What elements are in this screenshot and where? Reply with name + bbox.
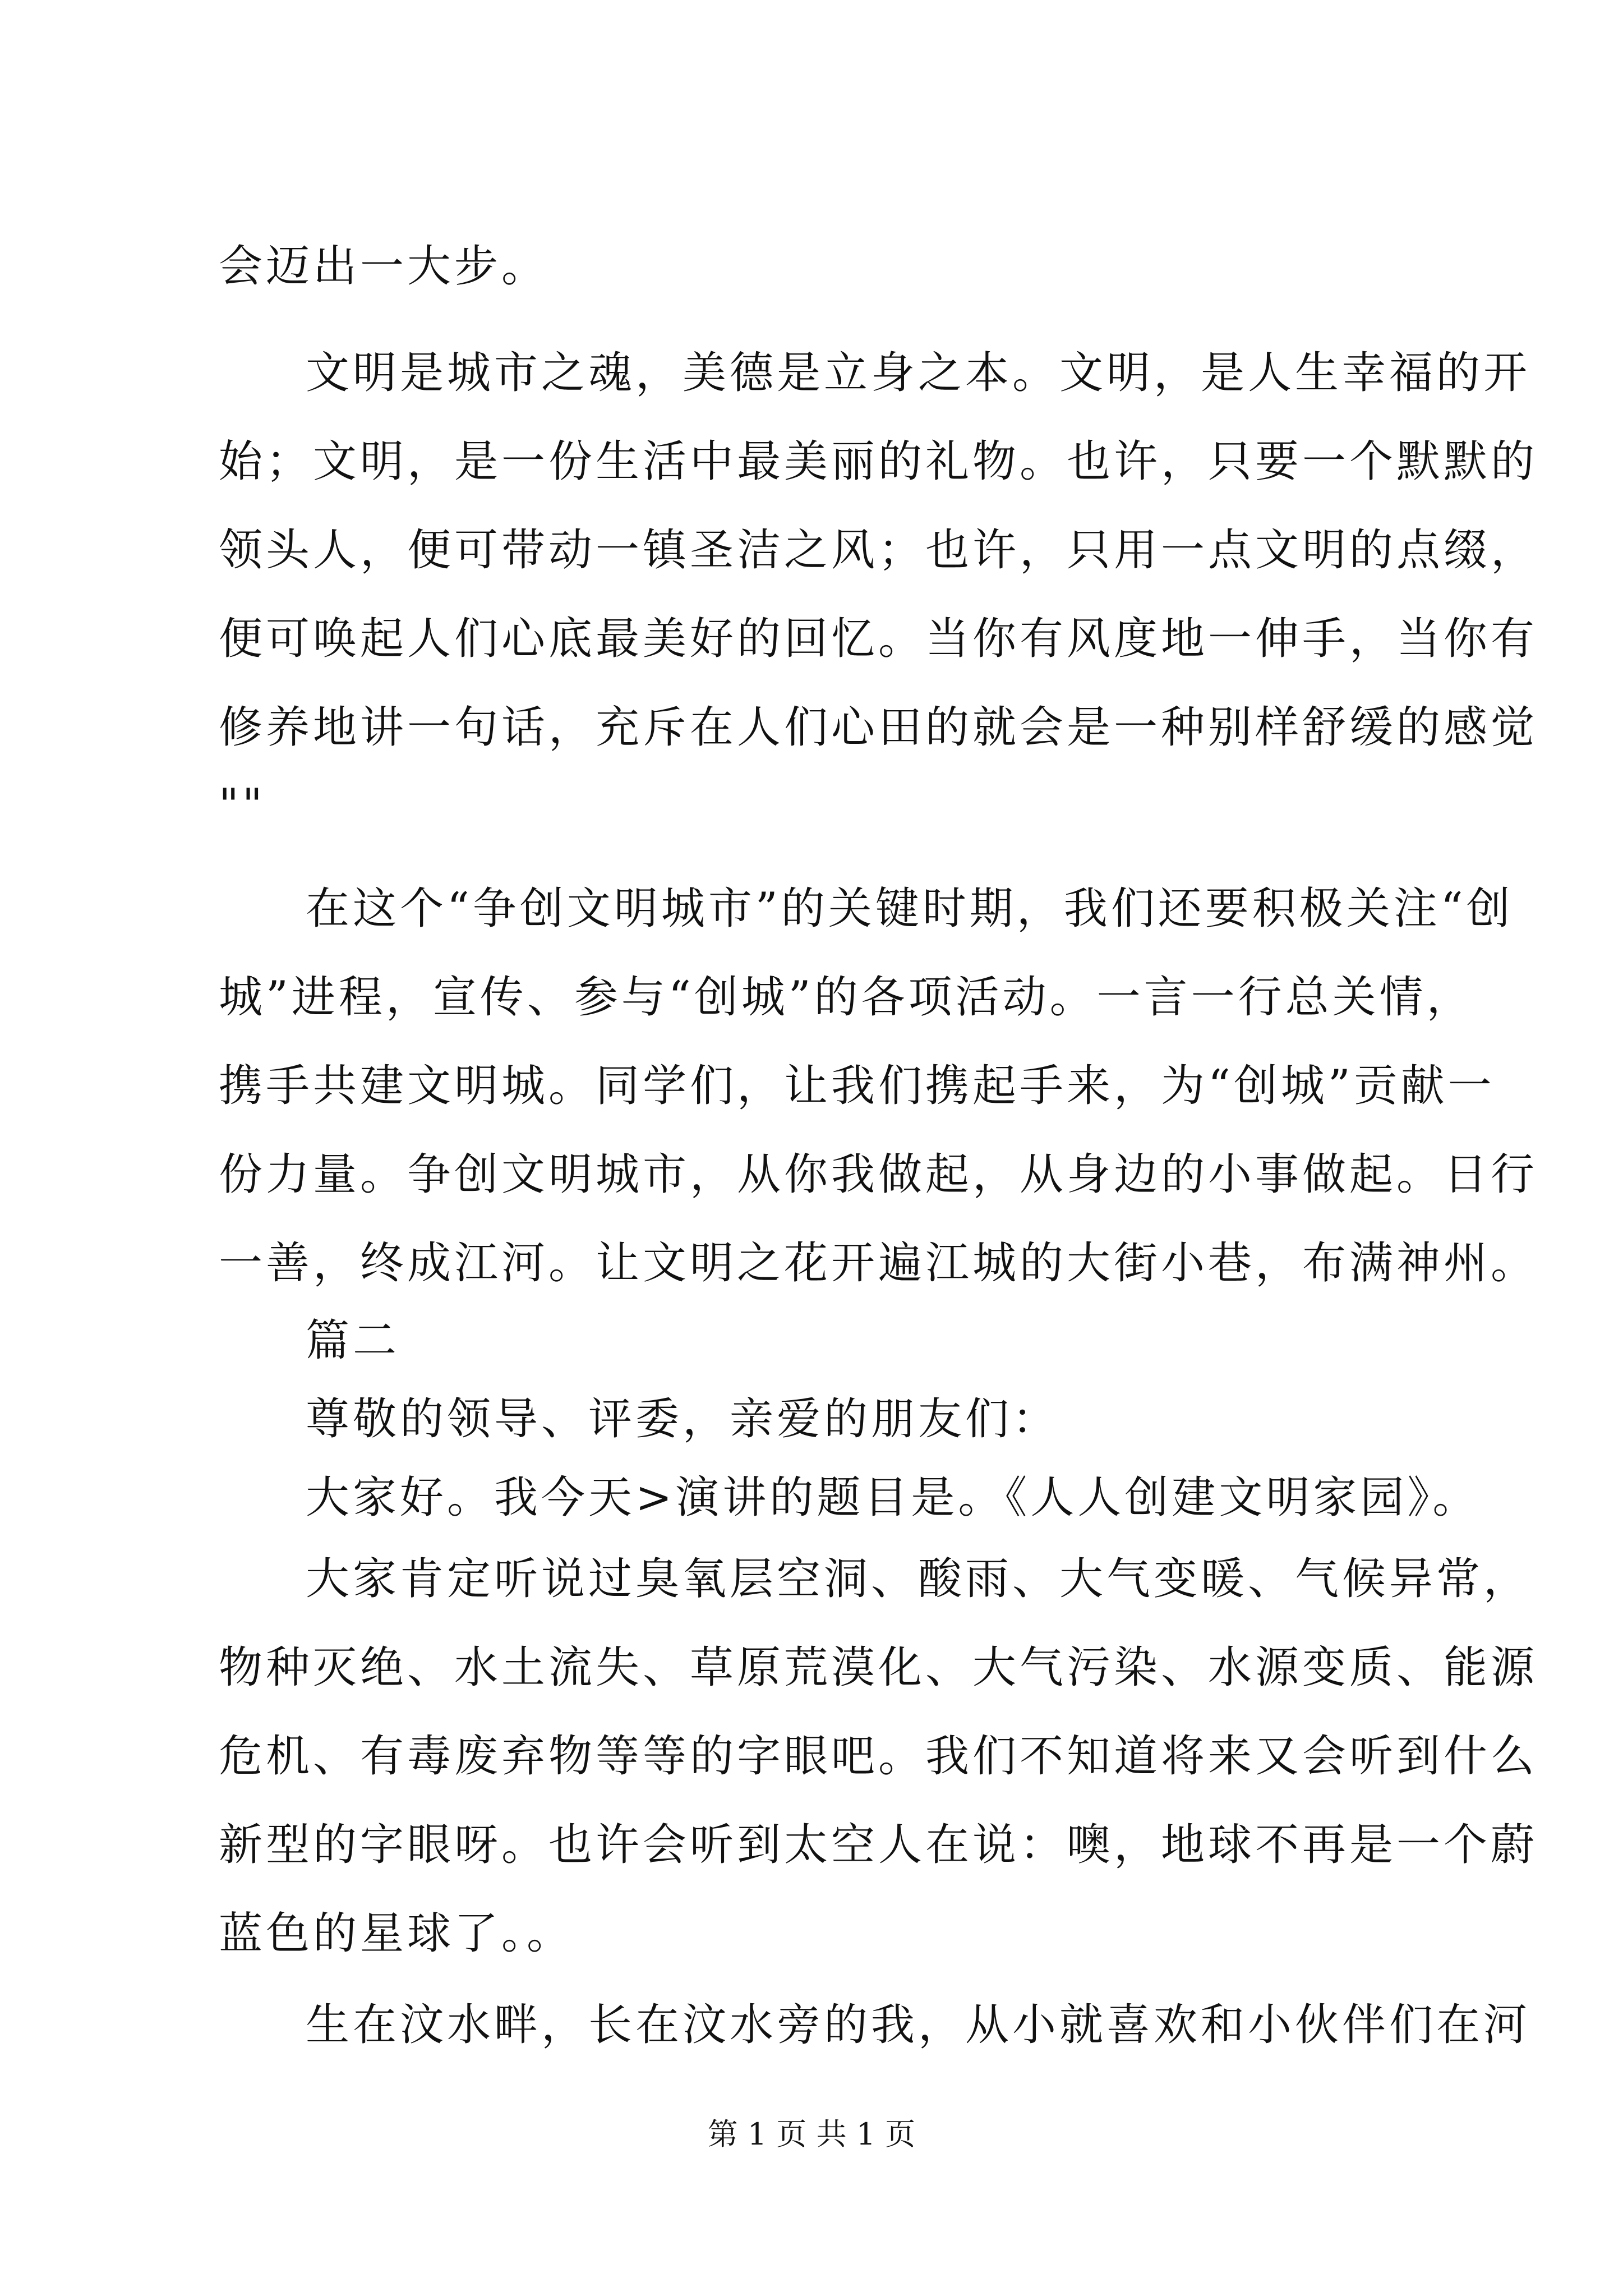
text-line-3: 始；文明，是一份生活中最美丽的礼物。也许，只要一个默默的	[219, 436, 1538, 487]
text-line-11: 份力量。争创文明城市，从你我做起，从身边的小事做起。日行	[219, 1149, 1538, 1200]
text-line-10: 携手共建文明城。同学们，让我们携起手来，为“创城”贡献一	[219, 1061, 1495, 1111]
text-line-4: 领头人，便可带动一镇圣洁之风；也许，只用一点文明的点缀，	[219, 525, 1538, 576]
section-heading: 篇二	[306, 1315, 400, 1366]
text-line-16: 大家肯定听说过臭氧层空洞、酸雨、大气变暖、气候异常，	[306, 1554, 1531, 1604]
text-line-9: 城”进程，宣传、参与“创城”的各项活动。一言一行总关情，	[219, 972, 1474, 1023]
text-line-5: 便可唤起人们心底最美好的回忆。当你有风度地一伸手，当你有	[219, 614, 1538, 664]
page-footer: 第 1 页 共 1 页	[707, 2116, 916, 2152]
text-line-2: 文明是城市之魂，美德是立身之本。文明，是人生幸福的开	[306, 348, 1531, 398]
text-line-17: 物种灭绝、水土流失、草原荒漠化、大气污染、水源变质、能源	[219, 1642, 1538, 1693]
text-line-8: 在这个“争创文明城市”的关键时期，我们还要积极关注“创	[306, 884, 1514, 934]
text-line-19: 新型的字眼呀。也许会听到太空人在说：噢，地球不再是一个蔚	[219, 1820, 1538, 1870]
text-line-6: 修养地讲一句话，充斥在人们心田的就会是一种别样舒缓的感觉	[219, 702, 1538, 753]
text-line-20: 蓝色的星球了。。	[219, 1908, 574, 1959]
salutation: 尊敬的领导、评委，亲爱的朋友们：	[306, 1394, 1060, 1444]
text-line-12: 一善，终成江河。让文明之花开遍江城的大街小巷，布满神州。	[219, 1238, 1538, 1289]
text-line-1: 会迈出一大步。	[219, 241, 549, 292]
text-line-15: 大家好。我今天>演讲的题目是。《人人创建文明家园》。	[306, 1473, 1480, 1523]
text-line-18: 危机、有毒废弃物等等的字眼吧。我们不知道将来又会听到什么	[219, 1731, 1538, 1782]
text-line-7: ""	[219, 780, 266, 830]
text-line-21: 生在汶水畔，长在汶水旁的我，从小就喜欢和小伙伴们在河	[306, 2000, 1531, 2050]
